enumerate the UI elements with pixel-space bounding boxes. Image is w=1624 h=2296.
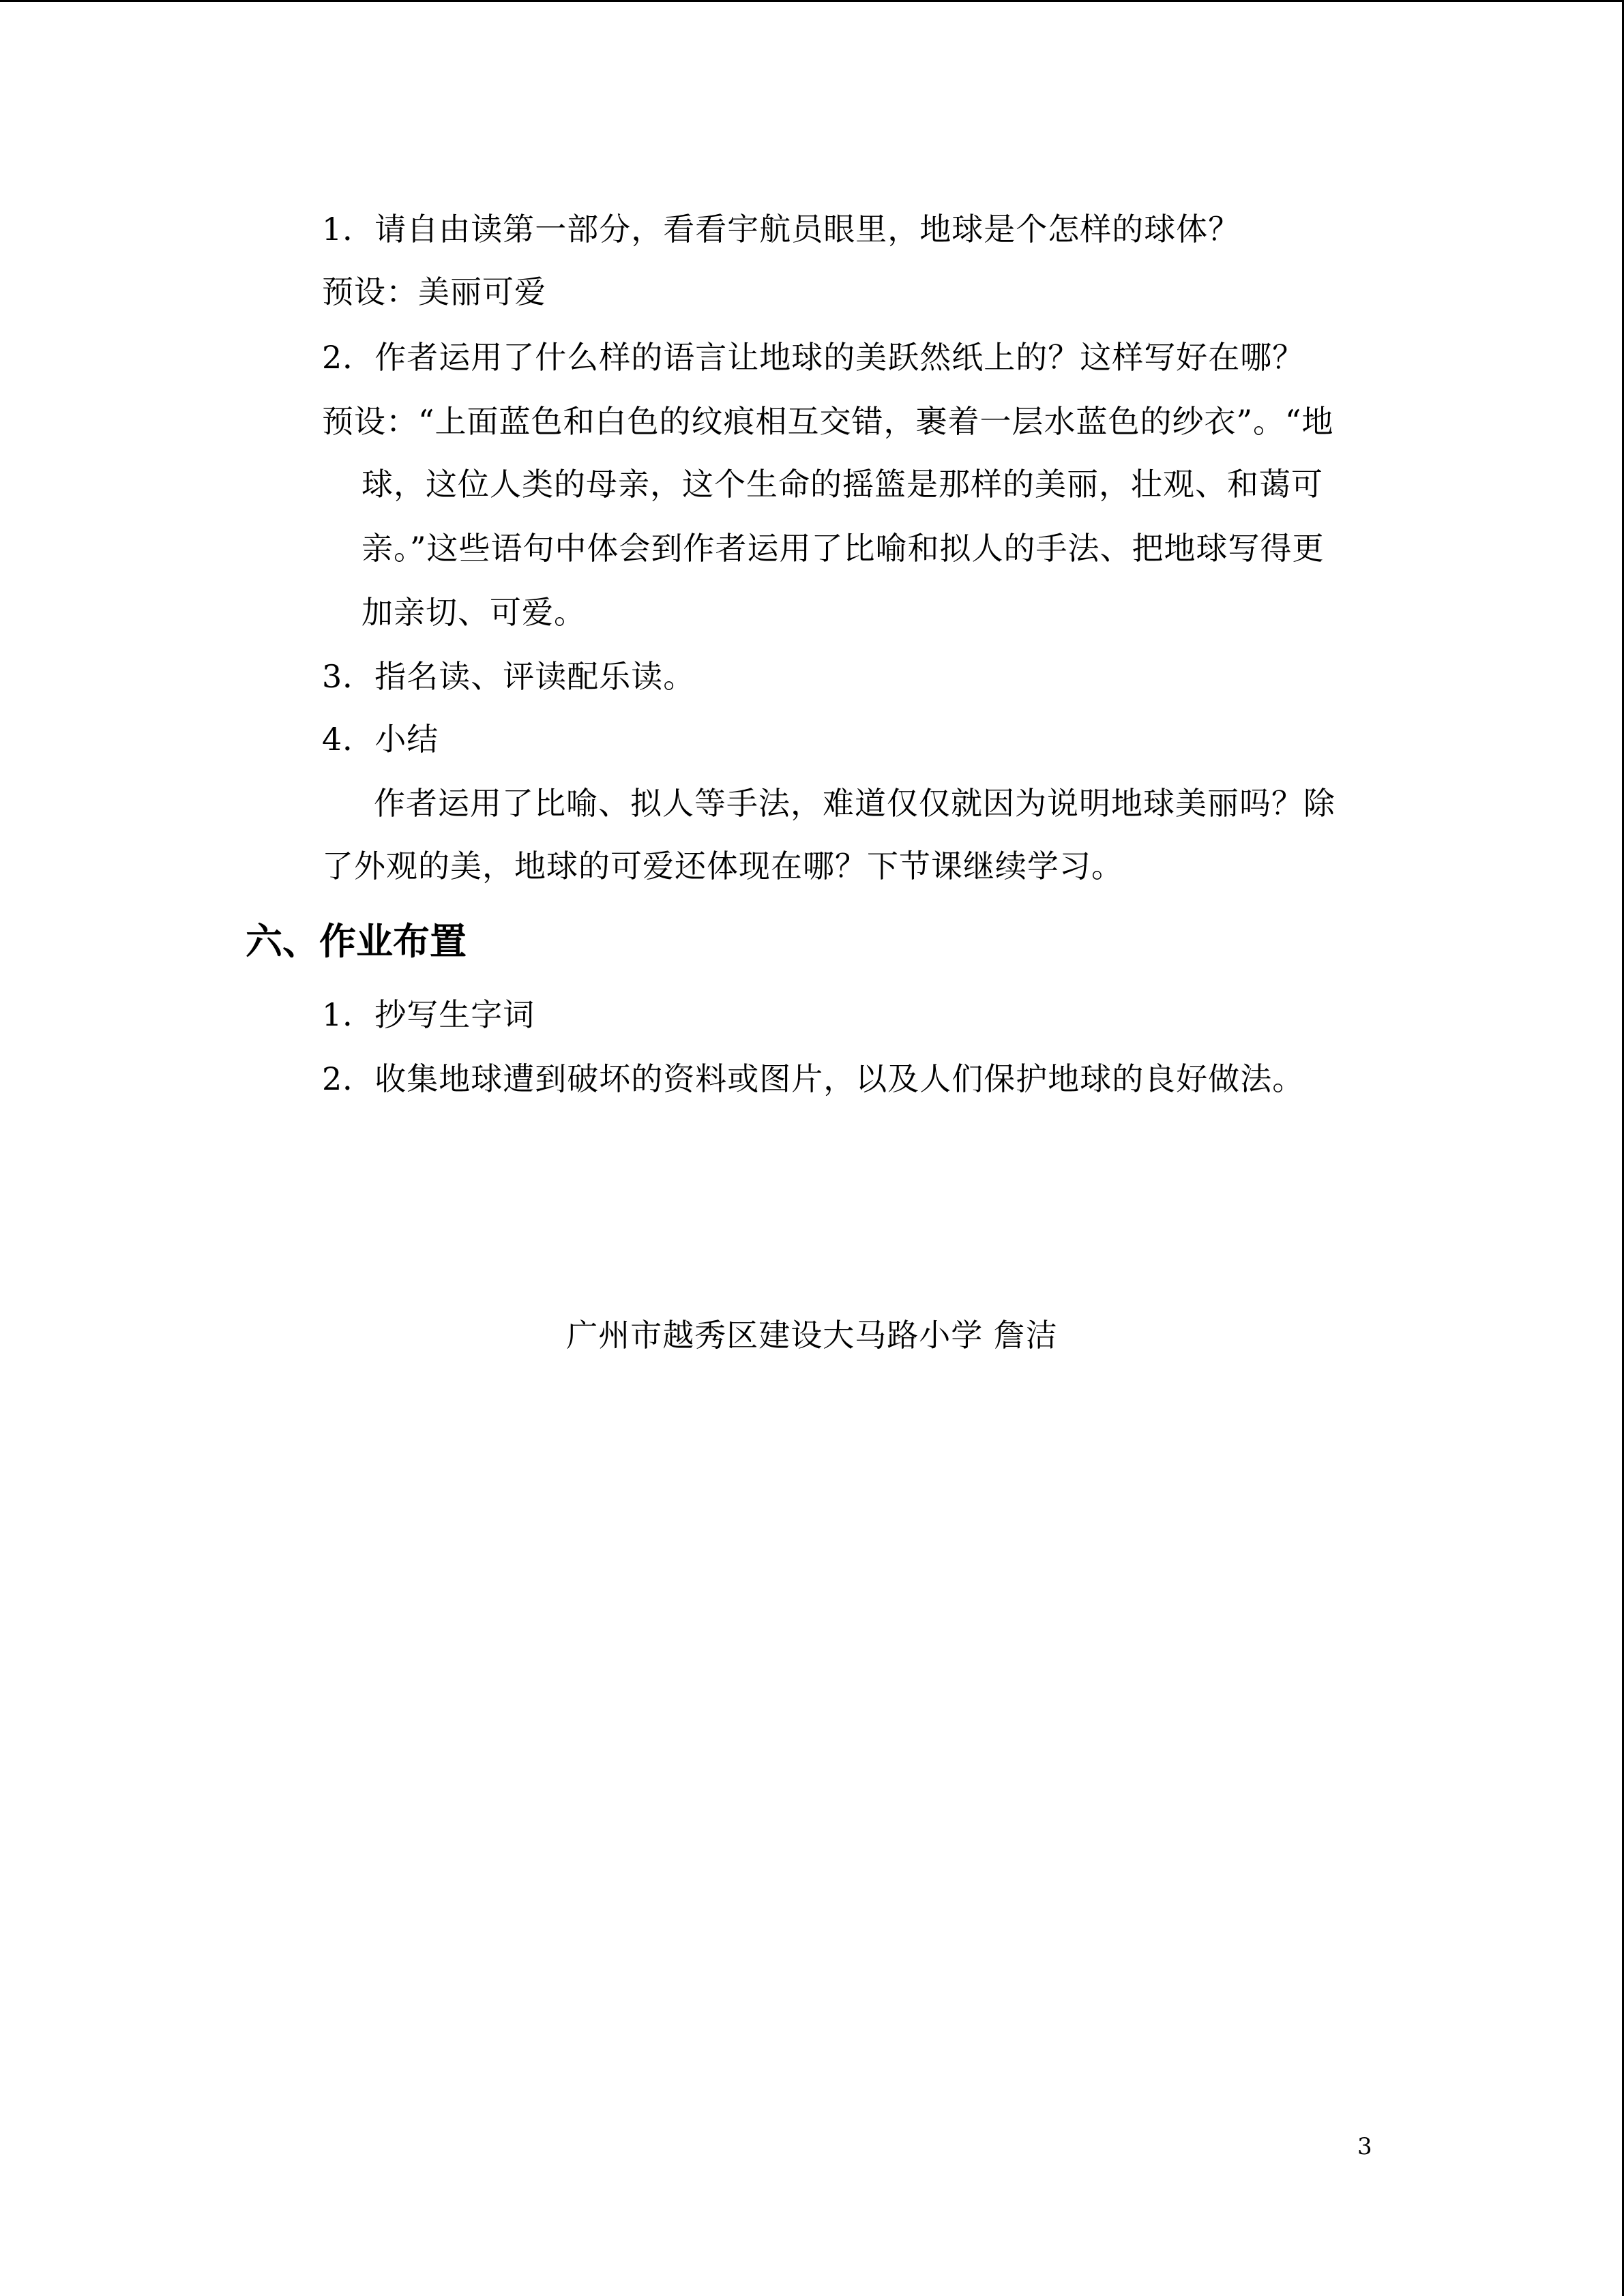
summary-paragraph-line-1: 作者运用了比喻、拟人等手法，难道仅仅就因为说明地球美丽吗？除 <box>374 785 1335 822</box>
summary-paragraph-line-2: 了外观的美，地球的可爱还体现在哪？下节课继续学习。 <box>322 848 1123 884</box>
school-author-signature: 广州市越秀区建设大马路小学 詹洁 <box>566 1317 1058 1354</box>
question-1: 1．请自由读第一部分，看看宇航员眼里，地球是个怎样的球体？ <box>322 211 1241 248</box>
page-top-border <box>0 0 1624 2</box>
answer-1: 预设：美丽可爱 <box>322 273 546 310</box>
page-number: 3 <box>1357 2133 1372 2160</box>
homework-item-2: 2．收集地球遭到破坏的资料或图片，以及人们保护地球的良好做法。 <box>322 1060 1305 1097</box>
item-3: 3．指名读、评读配乐读。 <box>322 658 696 695</box>
answer-2-line-1: 预设：“上面蓝色和白色的纹痕相互交错，裹着一层水蓝色的纱衣”。“地 <box>322 403 1334 440</box>
answer-2-line-2: 球，这位人类的母亲，这个生命的摇篮是那样的美丽，壮观、和蔼可 <box>361 466 1323 503</box>
question-2: 2．作者运用了什么样的语言让地球的美跃然纸上的？这样写好在哪？ <box>322 339 1305 376</box>
item-4-summary-title: 4．小结 <box>322 721 439 758</box>
section-six-heading: 六、作业布置 <box>246 920 467 963</box>
answer-2-line-3: 亲。”这些语句中体会到作者运用了比喻和拟人的手法、把地球写得更 <box>361 530 1325 567</box>
answer-2-line-4: 加亲切、可爱。 <box>361 594 586 631</box>
homework-item-1: 1．抄写生字词 <box>322 996 535 1033</box>
